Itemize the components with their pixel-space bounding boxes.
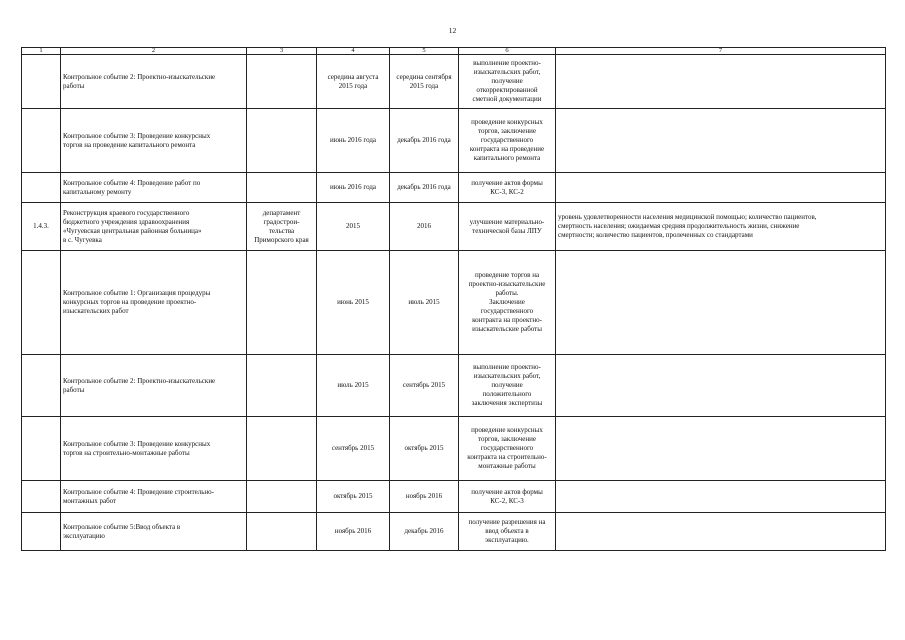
cell-expected-result: проведение конкурсных торгов, заключение государственного контракта на строительно- монтажные работы: [459, 417, 556, 481]
cell-responsible: [247, 513, 317, 551]
table-row: [22, 173, 886, 203]
cell-expected-result: проведение торгов на проектно-изыскательские работы. Заключение государственного контракта на проектно- изыскательские работы: [459, 251, 556, 355]
cell-responsible: [247, 417, 317, 481]
cell-event-name: Контрольное событие 3: Проведение конкурсных торгов на проведение капитального ремонта: [61, 109, 247, 173]
table-row: [22, 481, 886, 513]
cell-event-name: Реконструкция краевого государственного бюджетного учреждения здравоохранения «Чугуевская центральная районная больница» в с. Чугуевка: [61, 203, 247, 251]
cell-responsible: [247, 355, 317, 417]
cell-start-date: июнь 2016 года: [317, 109, 390, 173]
cell-expected-result: улучшение материально- технической базы ЛПУ: [459, 203, 556, 251]
cell-event-name: Контрольное событие 1: Организация процедуры конкурсных торгов на проведение проектно- изыскательских работ: [61, 251, 247, 355]
cell-end-date: октябрь 2015: [390, 417, 459, 481]
cell-responsible: [247, 481, 317, 513]
cell-event-name: Контрольное событие 2: Проектно-изыскательские работы: [61, 355, 247, 417]
cell-end-date: декабрь 2016 года: [390, 109, 459, 173]
cell-number: [22, 355, 61, 417]
cell-event-name: Контрольное событие 4: Проведение строительно- монтажных работ: [61, 481, 247, 513]
cell-expected-result: выполнение проектно- изыскательских работ, получение положительного заключения экспертизы: [459, 355, 556, 417]
cell-start-date: 2015: [317, 203, 390, 251]
cell-end-date: декабрь 2016: [390, 513, 459, 551]
table-row: [22, 203, 886, 251]
table-row: [22, 251, 886, 355]
cell-event-name: Контрольное событие 5:Ввод объекта в эксплуатацию: [61, 513, 247, 551]
cell-number: [22, 513, 61, 551]
cell-start-date: июнь 2016 года: [317, 173, 390, 203]
cell-number: [22, 417, 61, 481]
cell-indicators: [556, 55, 886, 109]
cell-number: [22, 481, 61, 513]
cell-end-date: 2016: [390, 203, 459, 251]
cell-end-date: середина сентября 2015 года: [390, 55, 459, 109]
cell-indicators: [556, 513, 886, 551]
cell-start-date: июнь 2015: [317, 251, 390, 355]
page-number: 12: [448, 26, 457, 35]
cell-indicators: [556, 109, 886, 173]
column-header-4: 4: [317, 48, 390, 55]
cell-number: 1.4.3.: [22, 203, 61, 251]
cell-end-date: ноябрь 2016: [390, 481, 459, 513]
cell-expected-result: получение актов формы КС-3, КС-2: [459, 173, 556, 203]
cell-expected-result: проведение конкурсных торгов, заключение государственного контракта на проведение капитального ремонта: [459, 109, 556, 173]
table-row: [22, 355, 886, 417]
cell-end-date: декабрь 2016 года: [390, 173, 459, 203]
cell-indicators: [556, 417, 886, 481]
cell-start-date: октябрь 2015: [317, 481, 390, 513]
cell-number: [22, 173, 61, 203]
cell-indicators: уровень удовлетворенности населения медицинской помощью; количество пациентов, смертность населения; ожидаемая средняя продолжительность жизни, снижение смертности; количество пациентов, пролеченных со стандартами: [556, 203, 886, 251]
cell-responsible: [247, 251, 317, 355]
cell-responsible: [247, 55, 317, 109]
table-row: [22, 513, 886, 551]
column-header-1: 1: [22, 48, 61, 55]
cell-number: [22, 109, 61, 173]
column-header-5: 5: [390, 48, 459, 55]
cell-start-date: сентябрь 2015: [317, 417, 390, 481]
cell-responsible: [247, 109, 317, 173]
cell-indicators: [556, 173, 886, 203]
cell-start-date: июль 2015: [317, 355, 390, 417]
cell-expected-result: получение актов формы КС-2, КС-3: [459, 481, 556, 513]
cell-indicators: [556, 481, 886, 513]
cell-expected-result: выполнение проектно- изыскательских работ, получение откорректированной сметной документации: [459, 55, 556, 109]
cell-end-date: сентябрь 2015: [390, 355, 459, 417]
cell-responsible: [247, 173, 317, 203]
cell-event-name: Контрольное событие 2: Проектно-изыскательские работы: [61, 55, 247, 109]
cell-number: [22, 251, 61, 355]
table-row: [22, 109, 886, 173]
cell-start-date: середина августа 2015 года: [317, 55, 390, 109]
schedule-table: [21, 47, 886, 551]
cell-number: [22, 55, 61, 109]
table-row: [22, 55, 886, 109]
column-header-6: 6: [459, 48, 556, 55]
cell-event-name: Контрольное событие 3: Проведение конкурсных торгов на строительно-монтажные работы: [61, 417, 247, 481]
cell-expected-result: получение разрешения на ввод объекта в эксплуатацию.: [459, 513, 556, 551]
cell-indicators: [556, 251, 886, 355]
cell-event-name: Контрольное событие 4: Проведение работ по капитальному ремонту: [61, 173, 247, 203]
table-row: [22, 417, 886, 481]
column-header-7: 7: [556, 48, 886, 55]
cell-start-date: ноябрь 2016: [317, 513, 390, 551]
cell-end-date: июль 2015: [390, 251, 459, 355]
column-header-3: 3: [247, 48, 317, 55]
cell-indicators: [556, 355, 886, 417]
column-number-header-row: [22, 48, 886, 55]
cell-responsible: департамент градострои- тельства Приморского края: [247, 203, 317, 251]
column-header-2: 2: [61, 48, 247, 55]
